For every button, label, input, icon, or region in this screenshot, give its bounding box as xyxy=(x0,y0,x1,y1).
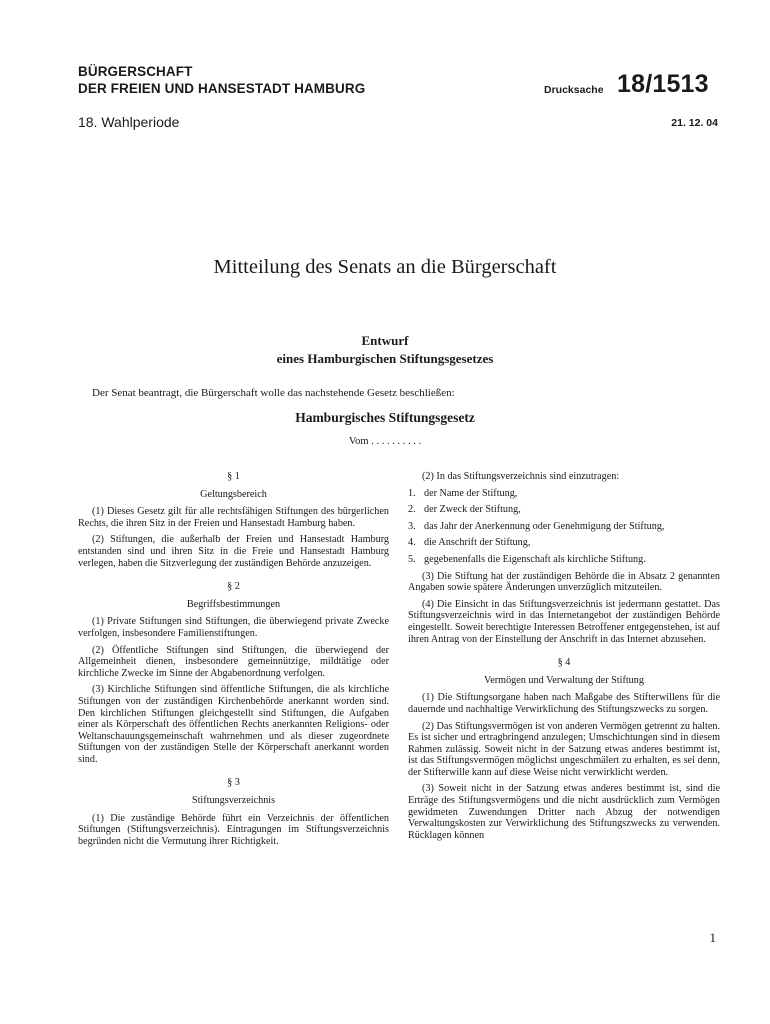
list-number: 5. xyxy=(408,553,416,565)
paragraph: (3) Kirchliche Stiftungen sind öffentliche Stiftungen, die als kirchliche Stiftungen von der zuständigen Kirchenbehörde anerkannt worden sind. Den kirchlichen Stiftungen gleichgestellt sind Stiftungen, die Aufgaben einer als Körperschaft des öffentlichen Rechts anerkannten Religions- oder Weltanschauungsgemeinschaft wahrnehmen und als dieser zugeordnete Stiftungen von der zuständigen Stelle der Körperschaft anerkannt worden sind. xyxy=(78,684,389,765)
right-column xyxy=(408,471,720,846)
draft-heading: Entwurf xyxy=(361,333,409,348)
draft-subheading: eines Hamburgischen Stiftungsgesetzes xyxy=(276,351,494,366)
list-number: 3. xyxy=(408,520,416,532)
document-date: 21. 12. 04 xyxy=(671,117,718,129)
section-number: § 2 xyxy=(227,581,240,593)
list-text: die Anschrift der Stiftung, xyxy=(424,537,531,549)
paragraph: (2) Öffentliche Stiftungen sind Stiftungen, die überwiegend der Allgemeinheit dienen, insbesondere gemeinnützige, mildtätige oder kirchliche Zwecke im Sinne der Abgabenordnung verfolgen. xyxy=(78,644,389,679)
list-number: 1. xyxy=(408,487,416,499)
paragraph: (4) Die Einsicht in das Stiftungsverzeichnis ist jedermann gestattet. Das Stiftungsverzeichnis wird in das Internetangebot der zuständigen Behörde eingestellt. Soweit berechtigte Interessen Betroffener entgegenstehen, ist auf ihren Antrag von der Einstellung der Anschrift in das Internet abzusehen. xyxy=(408,598,720,645)
list-text: gegebenenfalls die Eigenschaft als kirchliche Stiftung. xyxy=(424,553,646,565)
section-number: § 4 xyxy=(557,657,571,669)
section-title: Begriffsbestimmungen xyxy=(186,598,281,610)
org-name-line2: DER FREIEN UND HANSESTADT HAMBURG xyxy=(78,81,366,96)
list-number: 2. xyxy=(408,504,416,516)
list-number: 4. xyxy=(408,537,416,549)
paragraph: (3) Soweit nicht in der Satzung etwas anderes bestimmt ist, sind die Erträge des Stiftungsvermögens und die nicht ausdrücklich zum Vermögen gewidmeten Zuwendungen Dritter nach Abzug der notwendigen Verwaltungskosten zur Verwirklichung des Stiftungszwecks zu verwenden. Rücklagen können xyxy=(408,783,720,841)
paragraph: (1) Die Stiftungsorgane haben nach Maßgabe des Stifterwillens für die dauernde und nachhaltige Verwirklichung des Stiftungszwecks zu sorgen. xyxy=(408,692,720,715)
law-title: Hamburgisches Stiftungsgesetz xyxy=(295,410,475,425)
law-date-placeholder: Vom . . . . . . . . . . xyxy=(348,436,422,447)
section-number: § 1 xyxy=(227,471,240,482)
list-item xyxy=(408,554,720,566)
section-title: Vermögen und Verwaltung der Stiftung xyxy=(484,674,644,686)
list-item xyxy=(408,488,720,500)
org-name-line1: BÜRGERSCHAFT xyxy=(78,64,193,79)
paragraph: (1) Die zuständige Behörde führt ein Verzeichnis der öffentlichen Stiftungen (Stiftungsverzeichnis). Eintragungen im Stiftungsverzeichnis begründen nicht die Vermutung ihrer Richtigkeit. xyxy=(78,812,389,847)
paragraph: (3) Die Stiftung hat der zuständigen Behörde die in Absatz 2 genannten Angaben sowie spätere Änderungen unverzüglich mitzuteilen. xyxy=(408,570,720,594)
list-text: das Jahr der Anerkennung oder Genehmigung der Stiftung, xyxy=(424,520,665,532)
section-title: Geltungsbereich xyxy=(200,488,267,500)
drucksache-number: 18/1513 xyxy=(617,70,709,98)
section-title: Stiftungsverzeichnis xyxy=(191,795,276,807)
list-item xyxy=(408,504,720,516)
list-text: der Zweck der Stiftung, xyxy=(424,504,521,516)
paragraph: (2) Stiftungen, die außerhalb der Freien und Hansestadt Hamburg entstanden sind und ihren Sitz in die Freie und Hansestadt Hamburg verlegen, haben die Sitzverlegung der zuständigen Behörde anzuzeigen. xyxy=(78,534,389,569)
list-item xyxy=(408,521,720,533)
paragraph: (2) Das Stiftungsvermögen ist von anderen Vermögen getrennt zu halten. Es ist sicher und ertragbringend anzulegen; Umschichtungen sind in diesem Rahmen zulässig. Soweit nicht in der Satzung etwas anderes bestimmt ist, ist das Stiftungsvermögen möglichst ungeschmälert zu erhalten, es sei denn, der Stifterwille kann auf diese Weise nicht verwirklicht werden. xyxy=(408,720,720,778)
page-number: 1 xyxy=(709,930,716,945)
list-text: der Name der Stiftung, xyxy=(424,487,518,499)
paragraph: (2) In das Stiftungsverzeichnis sind einzutragen: xyxy=(422,471,620,482)
list-item xyxy=(408,537,720,549)
section-number: § 3 xyxy=(227,777,240,789)
page-title: Mitteilung des Senats an die Bürgerschaft xyxy=(213,256,557,278)
intro-text: Der Senat beantragt, die Bürgerschaft wolle das nachstehende Gesetz beschließen: xyxy=(92,387,455,399)
election-period: 18. Wahlperiode xyxy=(78,114,180,130)
left-column xyxy=(78,471,389,852)
drucksache-label: Drucksache xyxy=(544,84,604,96)
paragraph: (1) Private Stiftungen sind Stiftungen, die überwiegend private Zwecke verfolgen, insbesondere Familienstiftungen. xyxy=(78,616,389,639)
paragraph: (1) Dieses Gesetz gilt für alle rechtsfähigen Stiftungen des bürgerlichen Rechts, die ihren Sitz in der Freien und Hansestadt Hamburg haben. xyxy=(78,506,389,529)
